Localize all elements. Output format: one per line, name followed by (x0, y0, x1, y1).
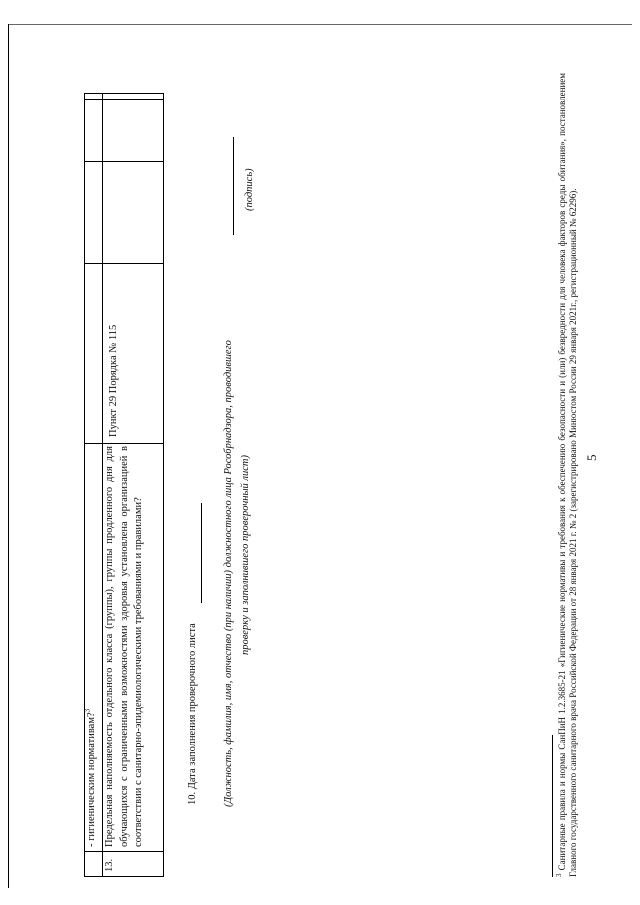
table-row (103, 94, 164, 877)
page-number: 5 (584, 454, 599, 461)
table-row (85, 94, 103, 877)
signature-underline (233, 137, 234, 235)
answer-cell-na (85, 94, 103, 100)
date-label: 10. Дата заполнения проверочного листа (187, 623, 198, 805)
checklist-table (84, 93, 164, 877)
row-question: Предельная наполняемость отдельного класса (группы), группы продленного дня для обучающихся с ограниченными возможностями здоровья установлена организацией в соответствии с санитарно-эпидемиологическими требованиями и правилами? (103, 444, 164, 852)
answer-cell-no (103, 100, 164, 162)
row-reference: Пункт 29 Порядка № 115 (103, 264, 164, 444)
footnote-separator (552, 735, 553, 877)
row-reference (85, 264, 103, 444)
footnote-text: Санитарные правила и нормы СанПиН 1.2.3685-21 «Гигиенические нормативы и требования к обеспечению безопасности и (или) безвредности для человека факторов среды обитания», постановлением Главного государственного санитарного врача Российской Федерации от 28 января 2021 г. № 2 (зарегистрировано Минюстом России 29 января 2021г., регистрационный № 62296). (557, 73, 579, 877)
signature-caption-continued: проверку и заполнившего проверочный лист) (240, 455, 251, 655)
answer-cell-yes (85, 162, 103, 264)
answer-cell-no (85, 100, 103, 162)
answer-cell-na (103, 94, 164, 100)
answer-cell-yes (103, 162, 164, 264)
row-number: 13. (103, 852, 164, 877)
footnote (557, 73, 580, 877)
row-number (85, 852, 103, 877)
footnote-mark: 3 (555, 873, 563, 877)
row-question: - гигиеническим нормативам?$^3$ (85, 444, 103, 852)
date-underline (201, 503, 202, 603)
signature-caption: (Должность, фамилия, имя, отчество (при наличии) должностного лица Рособрнадзора, проводившего (223, 340, 234, 807)
signature-sign-caption: (подпись) (244, 168, 255, 211)
